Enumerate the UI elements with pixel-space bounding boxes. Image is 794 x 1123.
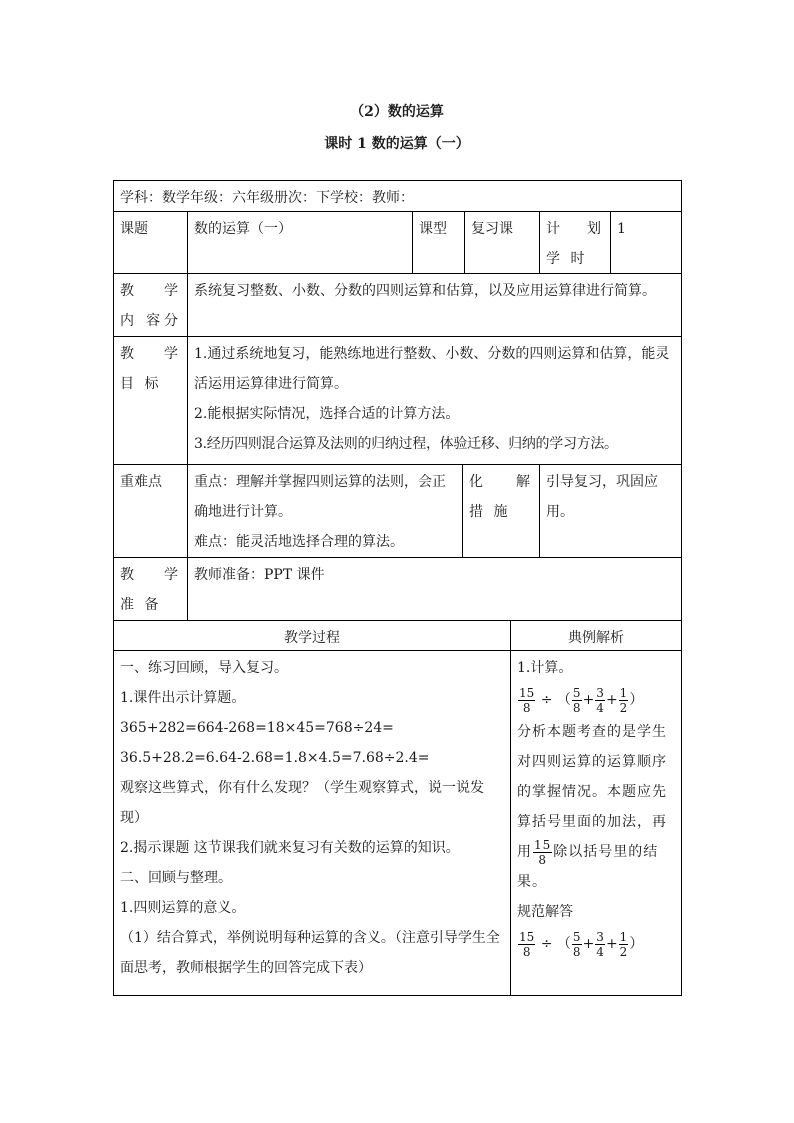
- solve-label: 化 解 措 施: [463, 465, 540, 558]
- difficulty-label: 重难点: [114, 465, 188, 558]
- fraction: $\frac{5}{8}$: [572, 685, 581, 715]
- fraction: $\frac{3}{4}$: [596, 929, 604, 959]
- process-line: 1.课件出示计算题。: [120, 690, 246, 706]
- content-text: 系统复习整数、小数、分数的四则运算和估算，以及应用运算律进行简算。: [188, 274, 681, 337]
- type-value: 复习课: [465, 212, 540, 274]
- example-header: 典例解析: [511, 621, 681, 651]
- fraction: $\frac{3}{4}$: [596, 685, 604, 715]
- key-point: 重点：理解并掌握四则运算的法则，会正确地进行计算。: [194, 474, 446, 520]
- topic-label: 课题: [114, 212, 188, 274]
- difficulty-text: [188, 465, 463, 558]
- hours-label: 计 划 学 时: [540, 212, 611, 274]
- type-label: 课型: [413, 212, 465, 274]
- goals-label: 教 学 目 标: [114, 337, 188, 465]
- process-header: 教学过程: [114, 621, 511, 651]
- example-content: [511, 651, 681, 995]
- page-title: （2）数的运算: [350, 104, 444, 120]
- prep-label: 教 学 准 备: [114, 558, 188, 621]
- process-line: 观察这些算式，你有什么发现？（学生观察算式，说一说发现）: [120, 780, 484, 826]
- solve-text: 引导复习，巩固应用。: [540, 465, 681, 558]
- hours-value: 1: [611, 212, 681, 274]
- process-line: 1.四则运算的意义。: [120, 900, 246, 916]
- process-line: 一、练习回顾，导入复习。: [120, 660, 288, 676]
- lesson-table: [113, 180, 682, 996]
- goal-item: 1.通过系统地复习，能熟练地进行整数、小数、分数的四则运算和估算，能灵活运用运算律进行简算。: [194, 346, 670, 392]
- fraction: $\frac{15}{8}$: [519, 929, 535, 959]
- fraction: $\frac{1}{2}$: [619, 929, 628, 959]
- hard-point: 难点：能灵活地选择合理的算法。: [194, 534, 404, 550]
- process-line: 365+282=664-268=18×45=768÷24=: [120, 720, 394, 736]
- example-expression: $\frac{15}{8}$ ÷ （ $\frac{5}{8}$ + $\frac{3}{4}$ + $\frac{1}{2}$ ）: [519, 685, 644, 715]
- info-line: 学科：数学年级：六年级册次：下学校：教师：: [114, 181, 681, 212]
- fraction: $\frac{15}{8}$: [534, 837, 552, 867]
- topic-value: 数的运算（一）: [188, 212, 413, 274]
- process-line: 2.揭示课题 这节课我们就来复习有关数的运算的知识。: [120, 840, 460, 856]
- fraction: $\frac{5}{8}$: [572, 929, 581, 959]
- page-subtitle: 课时 1 数的运算（一）: [324, 136, 470, 152]
- content-label: 教 学 内 容分: [114, 274, 188, 337]
- prep-text: 教师准备：PPT 课件: [188, 558, 681, 621]
- fraction: $\frac{15}{8}$: [519, 685, 535, 715]
- answer-label: 规范解答: [517, 904, 573, 920]
- process-line: 36.5+28.2=6.64-2.68=1.8×4.5=7.68÷2.4=: [120, 750, 430, 766]
- example-question: 1.计算。: [517, 660, 573, 676]
- process-line: 二、回顾与整理。: [120, 870, 232, 886]
- goal-item: 3.经历四则混合运算及法则的归纳过程，体验迁移、归纳的学习方法。: [194, 436, 618, 452]
- process-line: （1）结合算式，举例说明每种运算的含义。（注意引导学生全面思考，教师根据学生的回答完成下表）: [120, 930, 500, 976]
- answer-expression: $\frac{15}{8}$ ÷ （ $\frac{5}{8}$ + $\frac{3}{4}$ + $\frac{1}{2}$ ）: [519, 929, 644, 959]
- goals-list: [188, 337, 681, 465]
- example-analysis: 分析本题考查的是学生对四则运算的运算顺序的掌握情况。本题应先算括号里面的加法，再用 $\frac{15}{8}$ 除以括号里的结果。: [517, 724, 667, 890]
- process-content: [114, 651, 511, 995]
- goal-item: 2.能根据实际情况，选择合适的计算方法。: [194, 406, 460, 422]
- fraction: $\frac{1}{2}$: [619, 685, 628, 715]
